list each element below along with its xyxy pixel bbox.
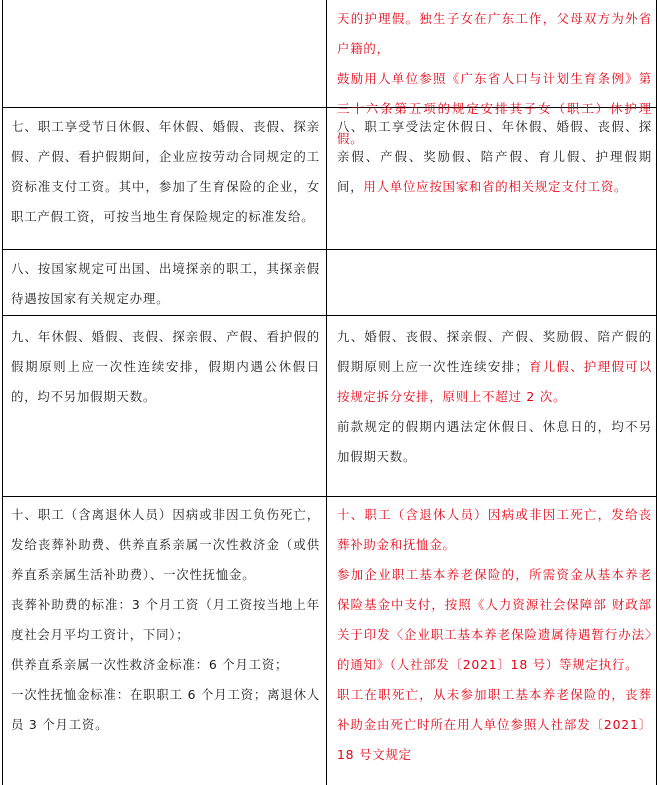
text-segment: 供养直系亲属一次性救济金标准：6 个月工资；	[11, 657, 289, 672]
table-row	[2, 108, 657, 250]
text-segment: 十、职工（含离退休人员）因病或非因工负伤死亡，发给丧葬补助费、供养直系亲属一次性救济金（或供养直系亲属生活补助费）、一次性抚恤金。	[11, 507, 320, 582]
text-segment: 职工在职死亡，从未参加职工基本养老保险的，丧葬补助金由死亡时所在用人单位参照人社部发〔2021〕18 号文规定	[337, 687, 652, 762]
text-segment: 一次性抚恤金标准：在职职工 6 个月工资；离退休人员 3 个月工资。	[11, 687, 320, 732]
text-segment: 八、按国家规定可出国、出境探亲的职工，其探亲假待遇按国家有关规定办理。	[11, 261, 320, 306]
text-segment: 九、婚假、丧假、探亲假、产假、奖励假、陪产假的假期原则上应一次性连续安排；	[337, 329, 652, 374]
paragraph	[3, 650, 326, 680]
text-segment: 天的护理假。独生子女在广东工作，父母双方为外省户籍的，	[337, 11, 652, 56]
table-cell-right	[326, 316, 657, 496]
paragraph	[327, 412, 656, 472]
paragraph	[3, 680, 326, 740]
table-cell-left	[2, 108, 326, 249]
table-row	[2, 497, 657, 785]
paragraph	[3, 322, 326, 412]
text-segment: 十、职工（含退休人员）因病或非因工死亡，发给丧葬补助金和抚恤金。	[337, 507, 652, 552]
text-segment: 七、职工享受节日休假、年休假、婚假、丧假、探亲假、产假、看护假期间，企业应按劳动合同规定的工资标准支付工资。其中，参加了生育保险的企业，女职工产假工资，可按当地生育保险规定的标准发给。	[11, 119, 320, 224]
table-cell-left	[2, 0, 326, 107]
table-cell-left	[2, 250, 326, 315]
paragraph	[3, 112, 326, 232]
text-segment: 用人单位应按国家和省的相关规定支付工资。	[363, 179, 628, 194]
paragraph	[3, 254, 326, 314]
text-segment: 育儿假、护理假可以按规定拆分安排，原则上不超过 2 次。	[337, 359, 652, 404]
text-segment: 鼓励用人单位参照《广东省人口与计划生育条例》第三十六条第五项的规定安排其子女（职工）休护理假。	[337, 71, 652, 146]
paragraph	[3, 500, 326, 590]
paragraph	[3, 590, 326, 650]
table-cell-right	[326, 250, 657, 315]
table-cell-right	[326, 108, 657, 249]
table-row	[2, 250, 657, 316]
comparison-table	[2, 0, 657, 785]
table-cell-right	[326, 497, 657, 785]
paragraph	[327, 112, 656, 202]
text-segment: 参加企业职工基本养老保险的，所需资金从基本养老保险基金中支付，按照《人力资源社会保障部 财政部关于印发〈企业职工基本养老保险遗属待遇暂行办法〉的通知》（人社部发〔2021〕18 号）等规定执行。	[337, 567, 652, 672]
text-segment: 前款规定的假期内遇法定休假日、休息日的，均不另加假期天数。	[337, 419, 652, 464]
table-cell-left	[2, 316, 326, 496]
paragraph	[327, 322, 656, 412]
text-segment: 九、年休假、婚假、丧假、探亲假、产假、看护假的假期原则上应一次性连续安排，假期内遇公休假日的，均不另加假期天数。	[11, 329, 320, 404]
paragraph	[327, 680, 656, 770]
paragraph	[327, 500, 656, 560]
text-segment: 丧葬补助费的标准：3 个月工资（月工资按当地上年度社会月平均工资计，下同）；	[11, 597, 320, 642]
table-row	[2, 316, 657, 497]
table-row	[2, 0, 657, 146]
table-cell-right	[326, 0, 657, 146]
paragraph	[327, 4, 656, 64]
table-cell-left	[2, 497, 326, 785]
paragraph	[327, 560, 656, 680]
text-segment: 八、职工享受法定休假日、年休假、婚假、丧假、探亲假、产假、奖励假、陪产假、育儿假、护理假期间，	[337, 119, 652, 194]
